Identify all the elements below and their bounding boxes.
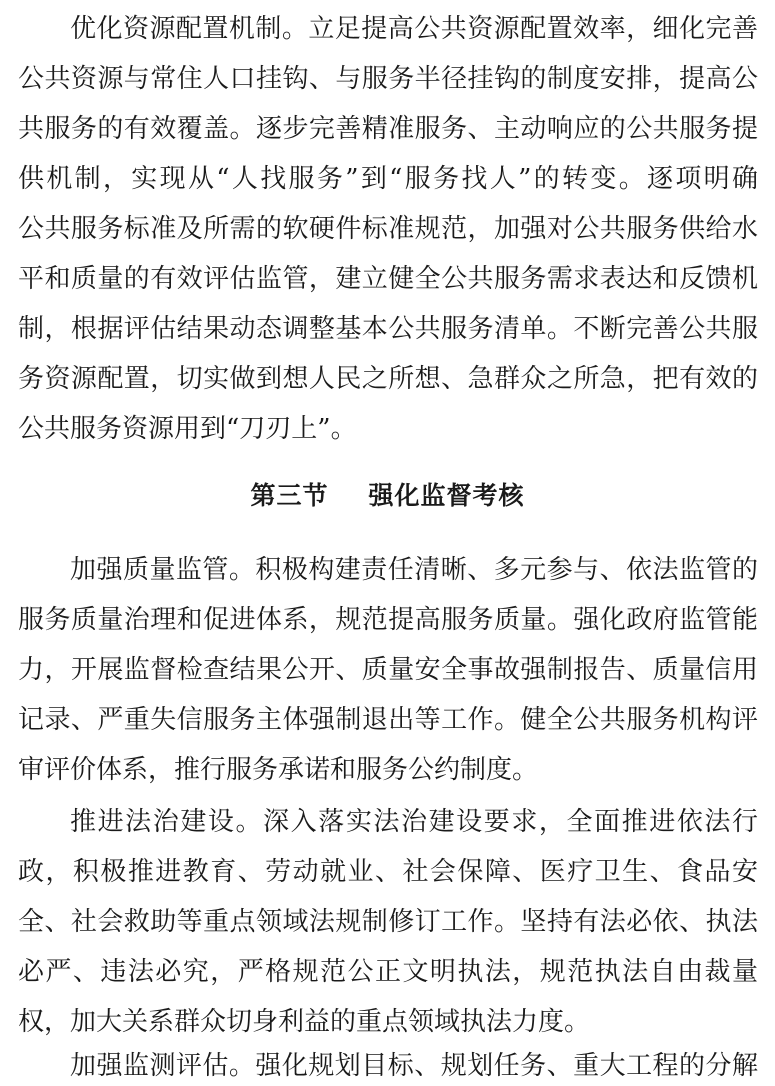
text-line: 平和质量的有效评估监管，建立健全公共服务需求表达和反馈机 [18, 264, 758, 294]
text-line: 制，根据评估结果动态调整基本公共服务清单。不断完善公共服 [18, 314, 758, 344]
text-line: 加强监测评估。强化规划目标、规划任务、重大工程的分解 [70, 1051, 758, 1081]
text-line: 全、社会救助等重点领域法规制修订工作。坚持有法必依、执法 [18, 907, 758, 937]
section-number: 第三节 [250, 481, 329, 510]
text-line: 公共服务资源用到“刀刃上”。 [18, 414, 357, 444]
section-heading [0, 475, 775, 517]
text-line: 务资源配置，切实做到想人民之所想、急群众之所急，把有效的 [18, 364, 758, 394]
text-line: 力，开展监督检查结果公开、质量安全事故强制报告、质量信用 [18, 655, 758, 685]
text-line: 审评价体系，推行服务承诺和服务公约制度。 [18, 755, 539, 785]
text-line: 公共服务标准及所需的软硬件标准规范，加强对公共服务供给水 [18, 214, 758, 244]
text-line: 政，积极推进教育、劳动就业、社会保障、医疗卫生、食品安 [18, 857, 758, 887]
text-line: 权，加大关系群众切身利益的重点领域执法力度。 [18, 1007, 591, 1037]
text-line: 供机制，实现从“人找服务”到“服务找人”的转变。逐项明确 [18, 164, 758, 194]
text-line: 共服务的有效覆盖。逐步完善精准服务、主动响应的公共服务提 [18, 114, 758, 144]
text-line: 记录、严重失信服务主体强制退出等工作。健全公共服务机构评 [18, 705, 758, 735]
text-line: 必严、违法必究，严格规范公正文明执法，规范执法自由裁量 [18, 957, 758, 987]
text-line: 优化资源配置机制。立足提高公共资源配置效率，细化完善 [70, 14, 758, 44]
text-line: 推进法治建设。深入落实法治建设要求，全面推进依法行 [70, 807, 758, 837]
section-title: 强化监督考核 [368, 481, 525, 510]
text-line: 加强质量监管。积极构建责任清晰、多元参与、依法监管的 [70, 555, 758, 585]
text-line: 公共资源与常住人口挂钩、与服务半径挂钩的制度安排，提高公 [18, 64, 758, 94]
text-line: 服务质量治理和促进体系，规范提高服务质量。强化政府监管能 [18, 605, 758, 635]
